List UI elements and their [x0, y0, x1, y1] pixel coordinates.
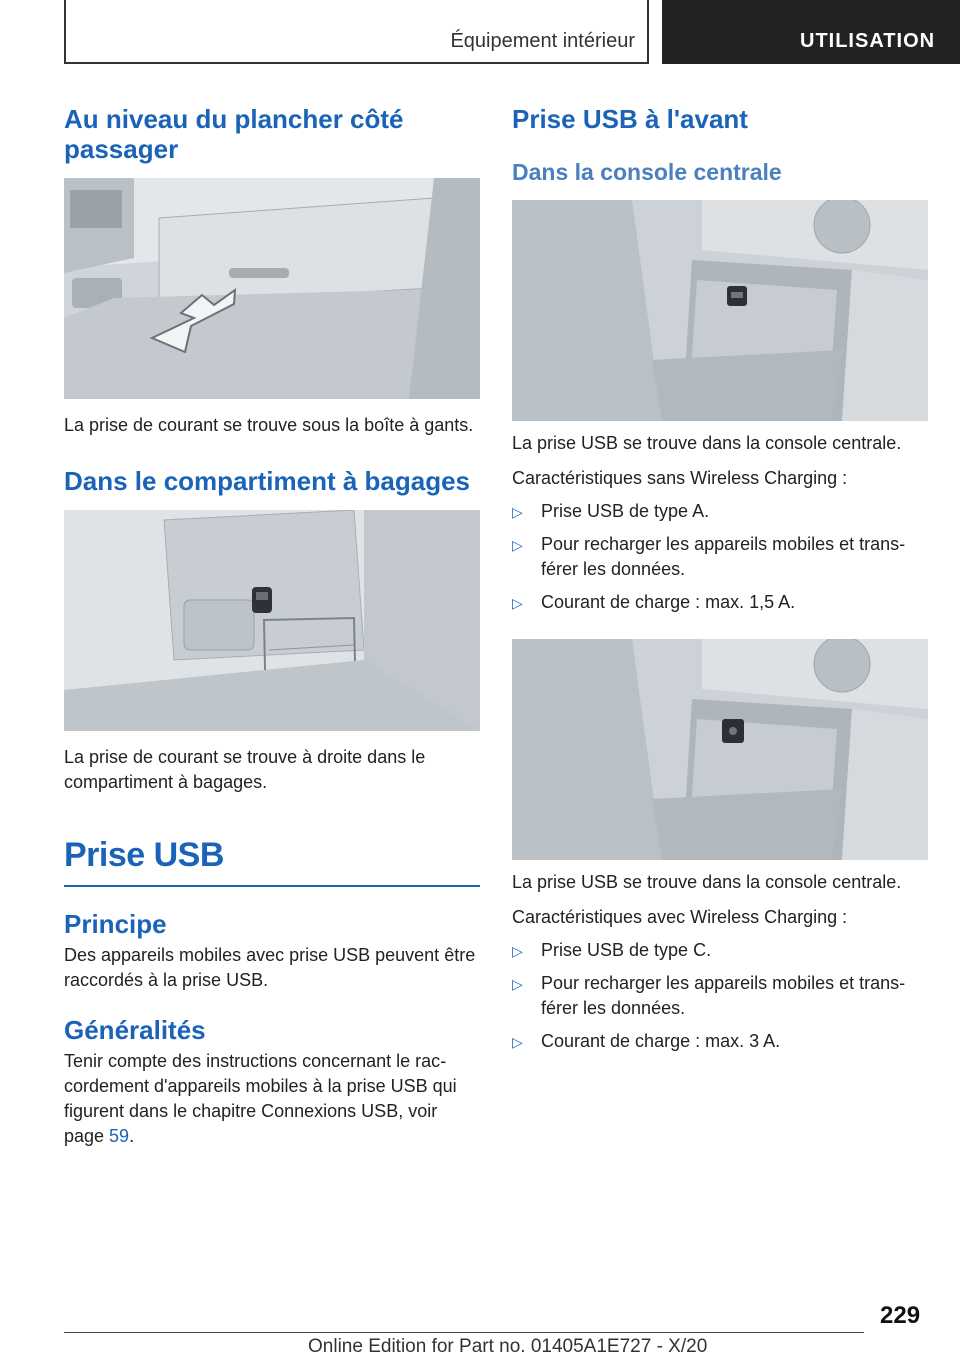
- caption-luggage: La prise de courant se trouve à droite dans le compartiment à bagages.: [64, 747, 426, 792]
- triangle-right-icon: ▷: [512, 504, 523, 520]
- footer-divider: [64, 1332, 864, 1333]
- features-without-wireless: Caractéristiques sans Wireless Charging :: [512, 468, 848, 488]
- list-item: ▷ Pour recharger les appareils mobiles et transférer les données.: [512, 973, 906, 1018]
- triangle-right-icon: ▷: [512, 1034, 523, 1050]
- console-usb-c-illustration: [512, 639, 928, 860]
- right-column: [512, 104, 928, 1062]
- page-link-59[interactable]: 59: [109, 1126, 130, 1146]
- left-column: [64, 104, 480, 1149]
- header-section: UTILISATION: [800, 30, 936, 52]
- section-title-luggage: Dans le compartiment à bagages: [64, 466, 471, 496]
- figure-console-usb-a: [512, 200, 928, 421]
- principe-title: Principe: [64, 909, 167, 939]
- generalites-end: .: [129, 1126, 135, 1146]
- usb-title: Prise USB: [64, 836, 224, 874]
- usb-title-block: [64, 835, 480, 887]
- figure-glovebox: [64, 178, 480, 399]
- triangle-right-icon: ▷: [512, 943, 523, 959]
- principe-text: Des appareils mobiles avec prise USB peuvent être raccordés à la prise USB.: [64, 945, 476, 990]
- header-chapter: Équipement intérieur: [450, 30, 635, 52]
- header-section-tab: [662, 0, 960, 64]
- caption-console-2: La prise USB se trouve dans la console centrale.: [512, 872, 902, 892]
- footer-edition: Online Edition for Part no. 01405A1E727 - X/20: [308, 1336, 708, 1357]
- list-item: ▷ Courant de charge : max. 1,5 A.: [512, 590, 928, 615]
- caption-console-1: La prise USB se trouve dans la console centrale.: [512, 433, 902, 453]
- console-usb-a-illustration: [512, 200, 928, 421]
- list-item: ▷ Courant de charge : max. 3 A.: [512, 1029, 928, 1054]
- features-list-1: [512, 499, 928, 615]
- header-chapter-tab: [64, 0, 649, 64]
- list-item: ▷ Prise USB de type C.: [512, 938, 928, 963]
- generalites-title: Généralités: [64, 1015, 206, 1045]
- figure-console-usb-c: [512, 639, 928, 860]
- list-item: ▷ Prise USB de type A.: [512, 499, 928, 524]
- triangle-right-icon: ▷: [512, 976, 523, 992]
- features-list-2: [512, 938, 928, 1054]
- center-console-subtitle: Dans la console centrale: [512, 159, 782, 185]
- front-usb-title: Prise USB à l'avant: [512, 104, 748, 134]
- triangle-right-icon: ▷: [512, 595, 523, 611]
- triangle-right-icon: ▷: [512, 537, 523, 553]
- list-item: ▷ Pour recharger les appareils mobiles et transférer les données.: [512, 534, 906, 579]
- glovebox-illustration: [64, 178, 480, 399]
- generalites-text: [64, 1049, 480, 1149]
- figure-luggage: [64, 510, 480, 731]
- luggage-illustration: [64, 510, 480, 731]
- section-title-passenger-floor: Au niveau du plancher côté passager: [64, 104, 404, 164]
- generalites-body: Tenir compte des instructions concernant le raccordement d'appareils mobiles à la prise USB qui figurent dans le chapitre Connexions USB, voir page: [64, 1051, 457, 1146]
- caption-glovebox: La prise de courant se trouve sous la boîte à gants.: [64, 415, 474, 435]
- features-with-wireless: Caractéristiques avec Wireless Charging :: [512, 907, 848, 927]
- page-number: 229: [880, 1302, 921, 1329]
